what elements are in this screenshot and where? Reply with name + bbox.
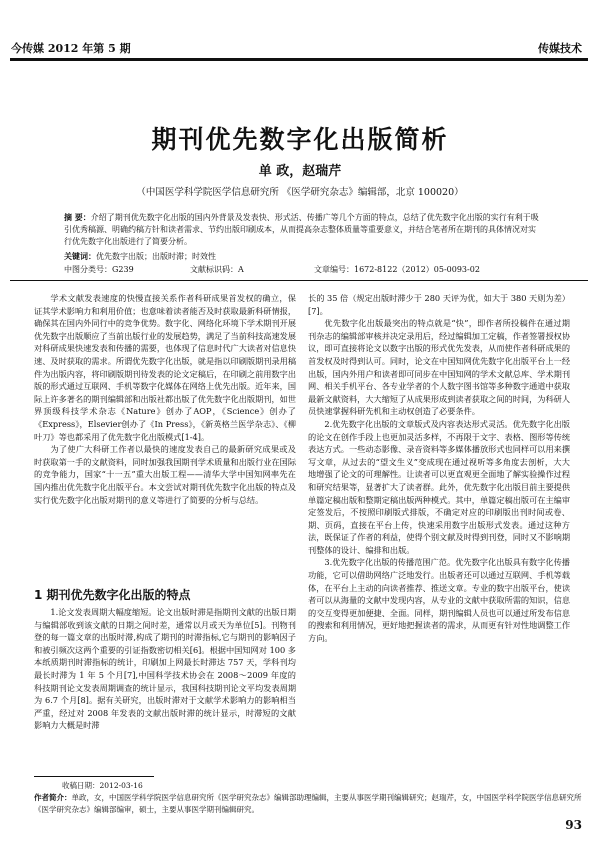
paragraph: 学术文献发表速度的快慢直接关系作者科研成果首发权的确立，保证其学术影响力和利用价值；也意味着读者能否及时获取最新科研情报，确保其在国内外同行中的竞争优势。数字化、网络化环境下学术期刊开展优先数字出版顺应了当前出版行业的发展趋势，满足了当前科技高速发展对科研成果快速发表和传播的需要，也体现了信息时代广大读者对信息快速、及时获取的需求。所谓优先数字化出版，就是指以印刷版期刊录用稿件为出版内容，将印刷版期刊待发表的论文定稿后，在印刷之前用数字出版的形式通过互联网、手机等数字化媒体在网络上优先出版。近年来，国际上许多著名的期刊编辑部和出版社都出版了优先数字化出版期刊，如世界顶级科技学术杂志《Nature》创办了AOP，《Science》创办了《Express》，Elsevier创办了《In Press》，《新英格兰医学杂志》、《柳叶刀》等也都采用了优先数字化出版模式[1-4]。	[34, 293, 297, 442]
paragraph: 长的 35 倍（规定出版时滞少于 280 天评为优，如大于 380 天则为差）[7]。	[308, 293, 570, 316]
article-number: 文章编号：1672-8122（2012）05-0093-02	[314, 265, 480, 274]
authors: 单 政，赵瑞芹	[258, 164, 342, 179]
right-column	[308, 292, 570, 645]
keywords-text: 优先数字出版；出版时滞；时效性	[96, 252, 216, 261]
page-number: 93	[565, 818, 582, 832]
paragraph: 优先数字化出版最突出的特点就是“快”，即作者所投稿件在通过期刊杂志的编辑部审核并决定录用后，经过编辑加工定稿，作者签署授权协议，即可直接将论文以数字出版的形式优先发表，从而使作者科研成果的首发权及时得到认可。同时，论文在中国知网优先数字化出版平台上一经出版，国内外用户和读者即可同步在中国知网的学术文献总库、学术期刊网、相关手机平台、各专业学者的个人数字图书馆等多种数字通道中获取最新文献资料，大大缩短了从成果形成到读者获取之间的时间，为科研人员快速掌握科研先机和主动权创造了必要条件。	[308, 318, 571, 417]
abstract-label: 摘 要：	[64, 213, 91, 222]
left-column-section	[34, 606, 296, 732]
abstract	[64, 212, 540, 248]
paragraph: 1.论文发表周期大幅度缩短。论文出版时滞是指期刊文献的出版日期与编辑部收到该文献的日期之间时差，通常以月或天为单位[5]。刊物刊登的每一篇文章的出版时滞,构成了期刊的时滞指标,它与期刊的影响因子和被引频次这两个重要的引证指数密切相关[6]。根据中国知网对 100 多本纸质期刊时滞指标的统计，印刷加上网最长时滞达 757 天，学科刊均最长时滞为 1 年 5 个月[7],中国科学技术协会在 2008～2009 年度的科技期刊论文发表周期调查的统计显示，我国科技期刊论文平均发表周期为 6.7 个月[8]。据有关研究，出版时滞对于文献学术影响力的影响相当严重，经过对 2008 年发表的文献出版时滞的统计显示，时滞短的文献影响力大概是时滞	[34, 607, 297, 731]
bio-text: 单政，女，中国医学科学院医学信息研究所《医学研究杂志》编辑部助理编辑，主要从事医学期刊编辑研究；赵瑞芹，女，中国医学科学院医学信息研究所《医学研究杂志》编辑部编审，硕士，主要从事医学期刊编辑研究。	[34, 793, 582, 814]
footnote-rule	[34, 776, 154, 777]
bio-label: 作者简介：	[34, 793, 72, 802]
section-label: 传媒技术	[538, 42, 582, 55]
section-heading: 1 期刊优先数字化出版的特点	[34, 588, 191, 602]
left-column-intro	[34, 292, 296, 506]
abstract-rule	[10, 280, 588, 281]
keywords-label: 关键词：	[64, 251, 96, 261]
document-code: 文献标识码：A	[190, 265, 244, 274]
received-date: 收稿日期：2012-03-16	[62, 781, 143, 790]
affiliation: （中国医学科学院医学信息研究所 《医学研究杂志》编辑部，北京 100020）	[136, 187, 464, 198]
author-bio	[34, 792, 590, 816]
paragraph: 2.优先数字化出版的文章版式及内容表达形式灵活。优先数字化出版的论文在创作手段上也更加灵活多样，不再限于文字、表格、图形等传统表达方式。一些动态影像、录音资料等多媒体播放形式也同样可以用来撰写文章，从过去的“望文生义”变成现在通过视听等多角度去剖析，大大地增强了论文的可理解性。让读者可以更直观更全面地了解实验操作过程和研究结果等，显著扩大了读者群。此外，优先数字化出版目前主要提供单篇定稿出版和整期定稿出版两种模式。其中，单篇定稿出版可在主编审定签发后，不按照印刷版式排版，不确定对应的印刷版出刊时间或卷、期、页码，直接在平台上传，快速采用数字出版形式发表。通过这种方法，既保证了作者的利益，使得个别文献及时得到刊登，同时又不影响期刊整体的设计、编排和出版。	[308, 418, 571, 555]
paragraph: 3.优先数字化出版的传播范围广范。优先数字化出版具有数字化传播功能，它可以借助网络广泛地发行。出版者还可以通过互联网、手机等载体，在平台上主动的向读者推荐、推送文章。专业的数字出版平台，使读者可以从海量的文献中发现内容，从专业的文献中获取所需的知识，信息的交互变得更加便捷、全面。同样，期刊编辑人员也可以通过所发布信息的搜索和利用情况，更好地把握读者的需求，从而更有针对性地调整工作方向。	[308, 557, 571, 644]
journal-issue: 今传媒 2012 年第 5 期	[11, 42, 131, 55]
article-title: 期刊优先数字化出版简析	[151, 125, 449, 154]
abstract-text: 介绍了期刊优先数字化出版的国内外背景及发表快、形式活、传播广等几个方面的特点，总结了优先数字化出版的实行有利于吸引优秀稿源、明确约稿方针和读者需求、节约出版印刷成本，从而提高杂志整体质量等重要意义，并结合笔者所在期刊的具体情况对实行优先数字化出版进行了简要分析。	[64, 213, 539, 246]
running-header	[0, 40, 600, 58]
header-rule	[10, 58, 588, 61]
clc-number: 中图分类号：G239	[64, 265, 134, 274]
footnote	[34, 780, 590, 816]
paragraph: 为了使广大科研工作者以最快的速度发表自己的最新研究成果或及时获取第一手的文献资料，同时加强我国期刊学术质量和出版行业在国际的竞争能力，国家“十一五”重大出版工程——清华大学中国知网率先在国内推出优先数字化出版平台。本文尝试对期刊优先数字化出版的特点及实行优先数字化出版对期刊的意义等进行了简要的分析与总结。	[34, 444, 297, 505]
keywords	[64, 251, 216, 262]
